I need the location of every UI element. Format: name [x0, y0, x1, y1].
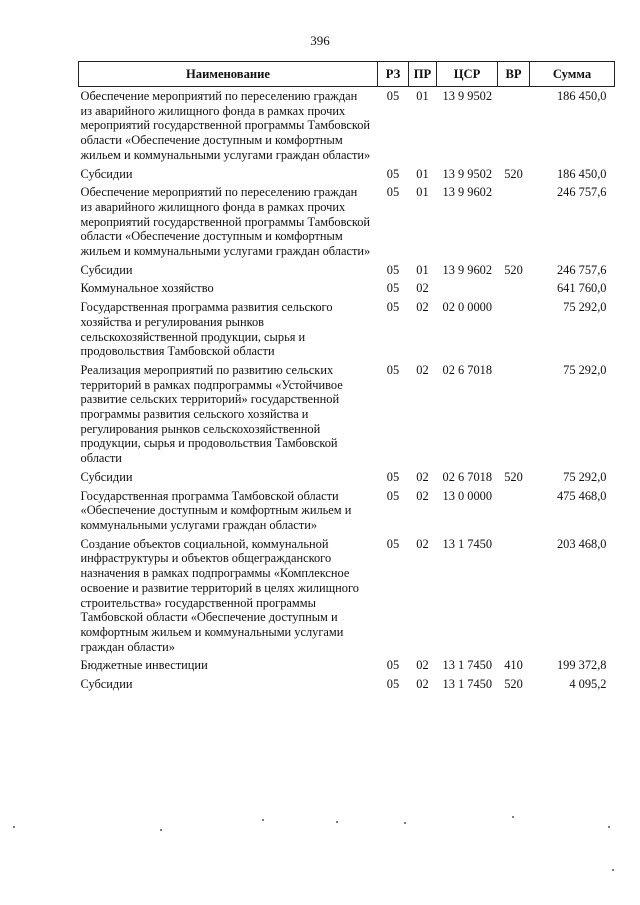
row-sum: 75 292,0: [563, 469, 607, 484]
table-header-row: [79, 62, 615, 87]
row-csr: 13 9 9502: [442, 166, 493, 181]
row-pr: 02: [416, 300, 429, 315]
row-vr: 520: [504, 677, 523, 692]
header-name: Наименование: [79, 62, 378, 87]
row-csr: [437, 279, 498, 298]
page-number: 396: [310, 33, 330, 48]
row-csr: 13 9 9502: [442, 89, 493, 103]
table-row: [79, 535, 615, 657]
scan-speck: [612, 869, 614, 871]
row-sum: 186 450,0: [556, 89, 607, 103]
row-csr: 02 0 0000: [442, 300, 493, 315]
row-pr: 02: [416, 536, 429, 551]
row-pr: 01: [416, 166, 429, 181]
row-sum: 75 292,0: [563, 362, 607, 377]
row-name: Субсидии: [80, 262, 133, 277]
row-vr: [498, 535, 530, 657]
scan-speck: [404, 822, 406, 824]
row-rz: 05: [386, 166, 400, 181]
table-body: [79, 87, 615, 694]
row-vr: [498, 487, 530, 535]
scan-speck: [512, 816, 514, 818]
row-vr: 520: [504, 262, 523, 277]
row-csr: 02 6 7018: [442, 362, 493, 377]
table-row: [79, 656, 615, 675]
row-vr: [498, 279, 530, 298]
row-vr: [498, 183, 530, 261]
row-rz: 05: [386, 89, 400, 103]
row-name: Реализация мероприятий по развитию сельских территорий в рамках подпрограммы «Устойчивое развитие сельских территорий» государственной программы развития сельского хозяйства и регулирования рынков сельскохозяйственной продукции, сырья и продовольствия Тамбовской области: [80, 362, 343, 466]
row-csr: 02 6 7018: [442, 469, 493, 484]
header-vr: ВР: [498, 62, 530, 87]
row-sum: 199 372,8: [556, 658, 607, 673]
row-sum: 75 292,0: [563, 300, 607, 315]
row-pr: 02: [416, 677, 429, 692]
row-sum: 475 468,0: [556, 488, 607, 503]
scan-speck: [336, 821, 338, 823]
table-row: [79, 261, 615, 280]
row-pr: 02: [416, 469, 429, 484]
table-row: [79, 487, 615, 535]
row-name: Обеспечение мероприятий по переселению граждан из аварийного жилищного фонда в рамках прочих мероприятий государственной программы Тамбовской области «Обеспечение доступным и комфортным жильем и коммунальными услугами граждан области»: [80, 185, 371, 259]
row-name: Субсидии: [80, 469, 133, 484]
scan-speck: [262, 819, 264, 821]
row-pr: 02: [416, 488, 429, 503]
row-vr: [498, 361, 530, 468]
header-pr: ПР: [409, 62, 437, 87]
table-row: [79, 279, 615, 298]
row-sum: 641 760,0: [556, 281, 607, 296]
row-pr: 01: [416, 262, 429, 277]
table-row: [79, 361, 615, 468]
row-rz: 05: [386, 536, 400, 551]
row-name: Бюджетные инвестиции: [80, 658, 208, 673]
table-row: [79, 675, 615, 694]
table-row: [79, 183, 615, 261]
row-vr: [498, 87, 530, 165]
row-csr: 13 1 7450: [442, 677, 493, 692]
row-name: Субсидии: [80, 166, 133, 181]
row-vr: [498, 298, 530, 361]
scan-speck: [160, 829, 162, 831]
row-csr: 13 0 0000: [442, 488, 493, 503]
row-pr: 01: [416, 89, 429, 103]
row-vr: 410: [504, 658, 523, 673]
table-row: [79, 165, 615, 184]
budget-table: [78, 61, 615, 694]
row-name: Коммунальное хозяйство: [80, 281, 214, 296]
row-sum: 4 095,2: [569, 677, 607, 692]
row-pr: 02: [416, 658, 429, 673]
table-row: [79, 87, 615, 165]
row-rz: 05: [386, 300, 400, 315]
row-csr: 13 9 9602: [442, 185, 493, 200]
row-pr: 02: [416, 281, 429, 296]
row-csr: 13 9 9602: [442, 262, 493, 277]
row-sum: 203 468,0: [556, 536, 607, 551]
row-pr: 01: [416, 185, 429, 200]
row-rz: 05: [386, 362, 400, 377]
row-rz: 05: [386, 262, 400, 277]
row-csr: 13 1 7450: [442, 536, 493, 551]
row-name: Государственная программа Тамбовской области «Обеспечение доступным и комфортным жильем и коммунальными услугами граждан области»: [80, 488, 352, 532]
header-rz: РЗ: [378, 62, 409, 87]
row-pr: 02: [416, 362, 429, 377]
row-rz: 05: [386, 677, 400, 692]
row-rz: 05: [386, 488, 400, 503]
row-vr: 520: [504, 166, 523, 181]
scan-speck: [608, 826, 610, 828]
header-csr: ЦСР: [437, 62, 498, 87]
row-sum: 246 757,6: [556, 262, 607, 277]
row-rz: 05: [386, 281, 400, 296]
table-row: [79, 468, 615, 487]
row-vr: 520: [504, 469, 523, 484]
row-sum: 246 757,6: [556, 185, 607, 200]
row-rz: 05: [386, 469, 400, 484]
scan-speck: [13, 826, 15, 828]
row-rz: 05: [386, 185, 400, 200]
header-sum: Сумма: [530, 62, 615, 87]
row-csr: 13 1 7450: [442, 658, 493, 673]
row-name: Субсидии: [80, 677, 133, 692]
row-name: Государственная программа развития сельского хозяйства и регулирования рынков сельскохозяйственной продукции, сырья и продовольствия Тамбовской области: [80, 300, 333, 359]
table-row: [79, 298, 615, 361]
row-sum: 186 450,0: [556, 166, 607, 181]
row-name: Создание объектов социальной, коммунальной инфраструктуры и объектов общегражданского назначения в рамках подпрограммы «Комплексное освоение и развитие территорий в целях жилищного строительства» государственной программы Тамбовской области «Обеспечение доступным и комфортным жильем и коммунальными услугами граждан области»: [80, 536, 359, 654]
row-name: Обеспечение мероприятий по переселению граждан из аварийного жилищного фонда в рамках прочих мероприятий государственной программы Тамбовской области «Обеспечение доступным и комфортным жильем и коммунальными услугами граждан области»: [80, 89, 371, 162]
row-rz: 05: [386, 658, 400, 673]
